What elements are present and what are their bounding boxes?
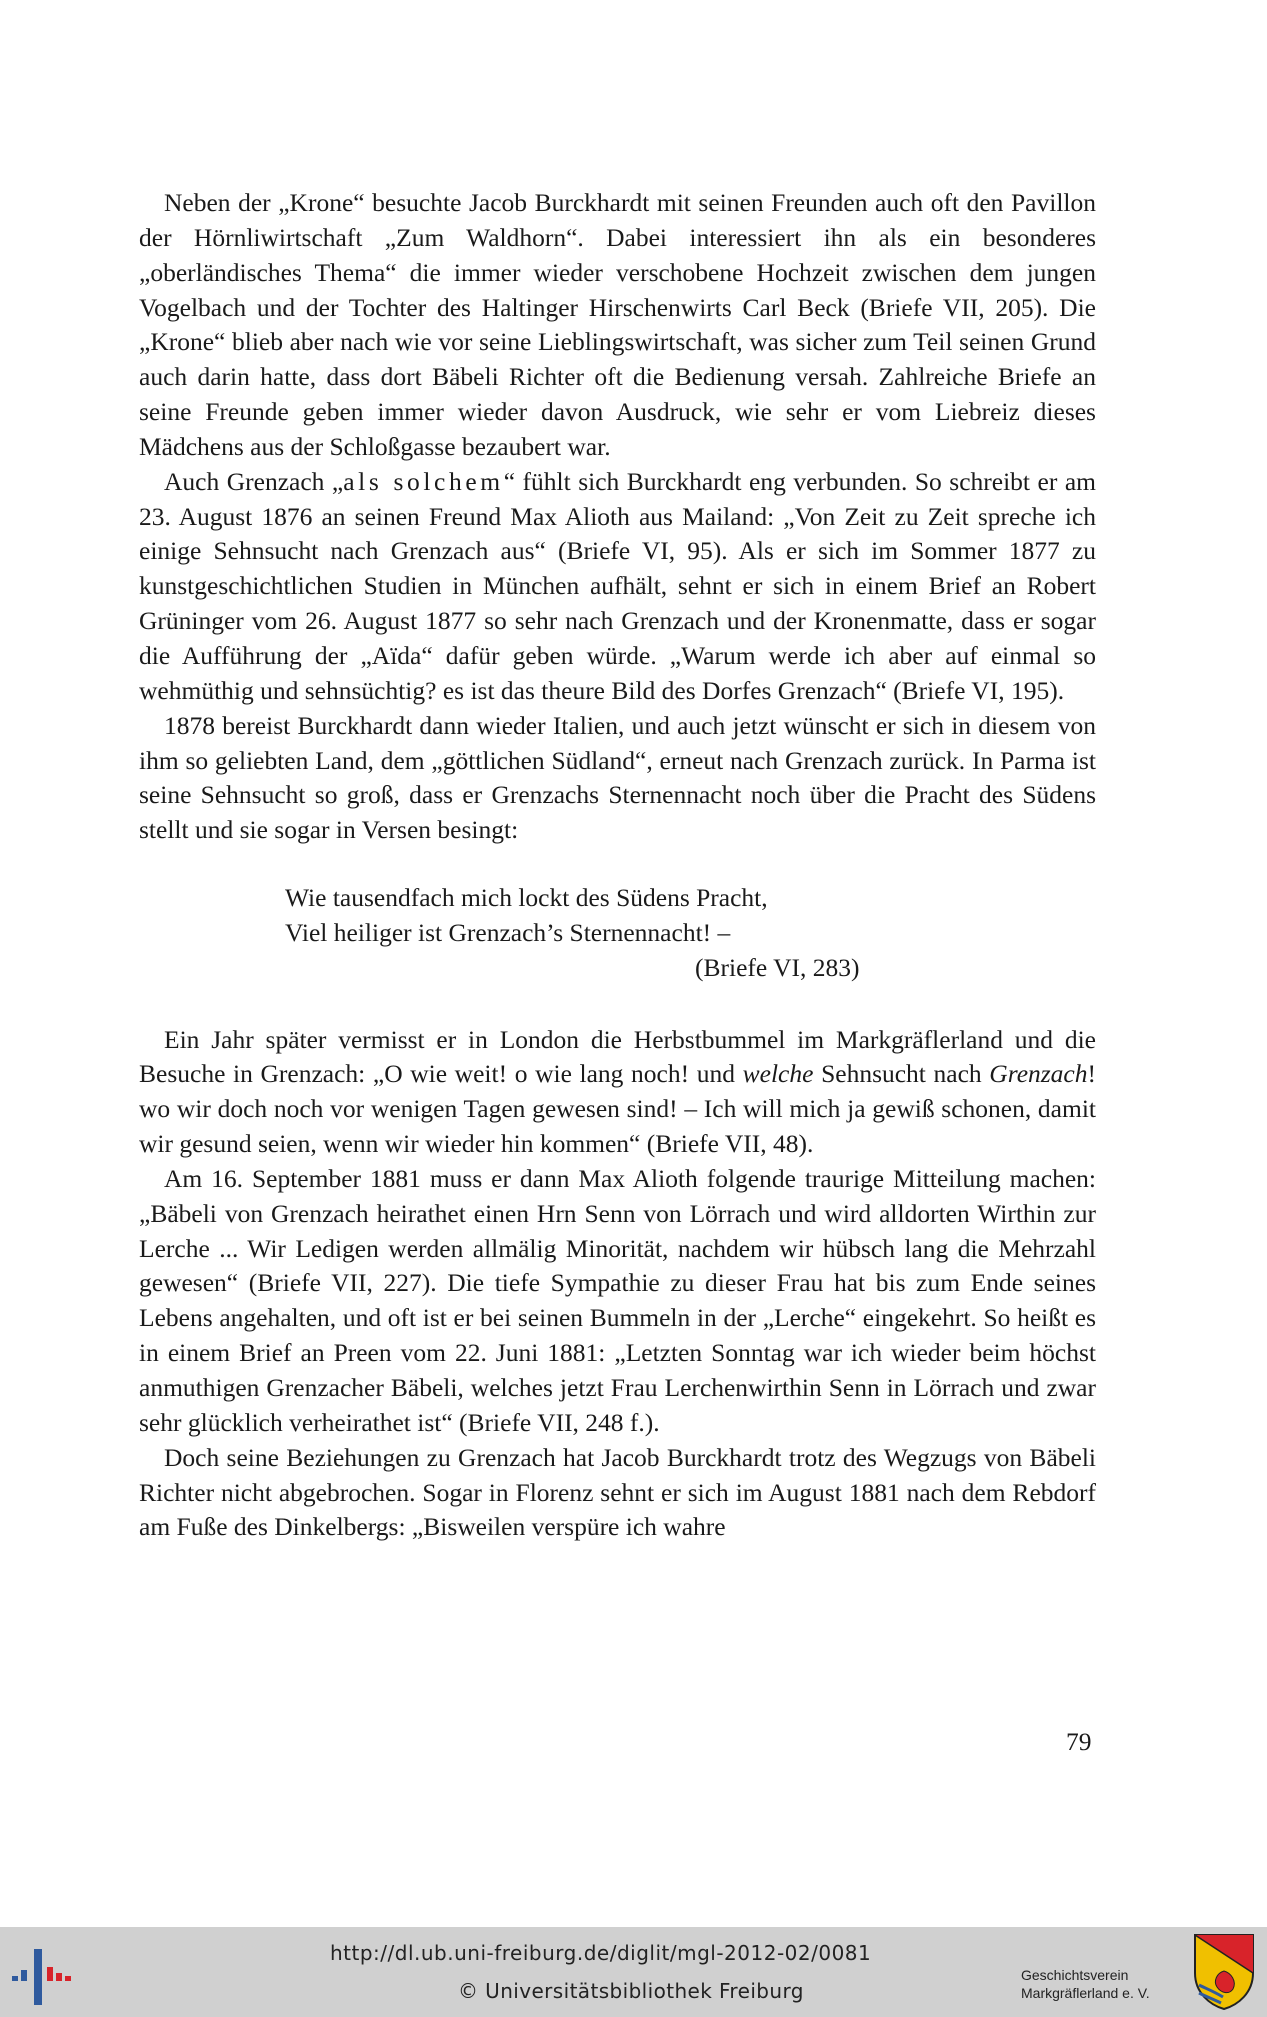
paragraph xyxy=(139,186,1096,465)
verse-line-1: Wie tausendfach mich lockt des Südens Pracht, xyxy=(285,883,768,913)
verse-line-2: Viel heiliger ist Grenzach’s Sternennacht! – xyxy=(285,917,731,947)
paragraph-text: Neben der „Krone“ besuchte Jacob Burckhardt mit seinen Freunden auch oft den Pavillon der Hörnliwirtschaft „Zum Waldhorn“. Dabei interessiert ihn als ein besonderes „oberländisches Thema“ die immer wieder verschobene Hochzeit zwischen dem jungen Vogelbach und der Tochter des Haltinger Hirschenwirts Carl Beck (Briefe VII, 205). Die „Krone“ blieb aber nach wie vor seine Lieblingswirtschaft, was sicher zum Teil seinen Grund auch darin hatte, dass dort Bäbeli Richter oft die Bedienung versah. Zahlreiche Briefe an seine Freunde geben immer wieder davon Ausdruck, wie sehr er vom Liebreiz dieses Mädchens aus der Schloßgasse bezaubert war. xyxy=(139,188,1096,461)
paragraph-text: “ fühlt sich Burckhardt eng verbunden. So schreibt er am 23. August 1876 an seinen Freund Max Alioth aus Mailand: „Von Zeit zu Zeit spreche ich einige Sehnsucht nach Grenzach aus“ (Briefe VI, 95). Als er sich im Sommer 1877 zu kunstgeschichtlichen Studien in München aufhält, sehnt er sich in einem Brief an Robert Grüninger vom 26. August 1877 so sehr nach Grenzach und der Kronenmatte, dass er sogar die Aufführung der „Aïda“ dafür geben würde. „Warum werde ich aber auf einmal so wehmüthig und sehnsüchtig? es ist das theure Bild des Dorfes Grenzach“ (Briefe VI, 195). xyxy=(139,466,1096,705)
ub-freiburg-logo-icon[interactable] xyxy=(8,1937,78,2007)
verse-quote xyxy=(139,881,1096,986)
copyright-notice: © Universitätsbibliothek Freiburg xyxy=(458,1979,804,2003)
paragraph xyxy=(139,1162,1096,1441)
paragraph xyxy=(139,465,1096,709)
paragraph-text: Am 16. September 1881 muss er dann Max Alioth folgende traurige Mitteilung machen: „Bäbeli von Grenzach heirathet einen Hrn Senn von Lörrach und wird alldorten Wirthin zur Lerche ... Wir Ledigen werden allmälig Minorität, nachdem wir hübsch lang die Mehrzahl gewesen“ (Briefe VII, 227). Die tiefe Sympathie zu dieser Frau hat bis zum Ende seines Lebens angehalten, und oft ist er bei seinen Bummeln in der „Lerche“ eingekehrt. So heißt es in einem Brief an Preen vom 22. Juni 1881: „Letzten Sonntag war ich wieder beim höchst anmuthigen Grenzacher Bäbeli, welches jetzt Frau Lerchenwirthin Senn in Lörrach und zwar sehr glücklich verheirathet ist“ (Briefe VII, 248 f.). xyxy=(139,1163,1096,1437)
verse-source: (Briefe VI, 283) xyxy=(695,952,860,982)
coat-of-arms-icon xyxy=(1193,1933,1255,2011)
paragraph-text: Sehnsucht nach xyxy=(813,1059,990,1089)
paragraph-text: ! wo wir doch noch vor wenigen Tagen gewesen sind! – Ich will mich ja gewiß schonen, damit wir gesund seien, wenn wir wieder hin kommen“ (Briefe VII, 48). xyxy=(139,1059,1096,1159)
paragraph-text: 1878 bereist Burckhardt dann wieder Italien, und auch jetzt wünscht er sich in diesem von ihm so geliebten Land, dem „göttlichen Südland“, erneut nach Grenzach zurück. In Parma ist seine Sehnsucht so groß, dass er Grenzachs Sternennacht noch über die Pracht des Südens stellt und sie sogar in Versen besingt: xyxy=(139,710,1096,845)
paragraph-text: Ein Jahr später vermisst er in London die Herbstbummel im Markgräflerland und die Besuche in Grenzach: „O wie weit! o wie lang noch! und xyxy=(139,1024,1096,1089)
society-name xyxy=(1021,1966,1191,2002)
society-name-line: Markgräflerland e. V. xyxy=(1021,1985,1150,2001)
paragraph-text: Auch Grenzach „ xyxy=(164,466,344,496)
emphasis-italic: welche xyxy=(742,1059,814,1089)
paragraph xyxy=(139,709,1096,848)
paragraph-text: Doch seine Beziehungen zu Grenzach hat Jacob Burckhardt trotz des Wegzugs von Bäbeli Richter nicht abgebrochen. Sogar in Florenz sehnt er sich im August 1881 nach dem Rebdorf am Fuße des Dinkelbergs: „Bisweilen verspüre ich wahre xyxy=(139,1442,1096,1542)
emphasis-spaced: als solchem xyxy=(343,466,504,496)
page-number: 79 xyxy=(1066,1727,1092,1756)
body-text xyxy=(139,186,1096,1545)
emphasis-italic: Grenzach xyxy=(989,1059,1088,1089)
document-url-link[interactable]: http://dl.ub.uni-freiburg.de/diglit/mgl-2012-02/0081 xyxy=(330,1941,872,1965)
paragraph xyxy=(139,1441,1096,1546)
footer-bar xyxy=(0,1927,1267,2017)
paragraph xyxy=(139,1023,1096,1162)
society-name-line: Geschichtsverein xyxy=(1021,1967,1129,1983)
